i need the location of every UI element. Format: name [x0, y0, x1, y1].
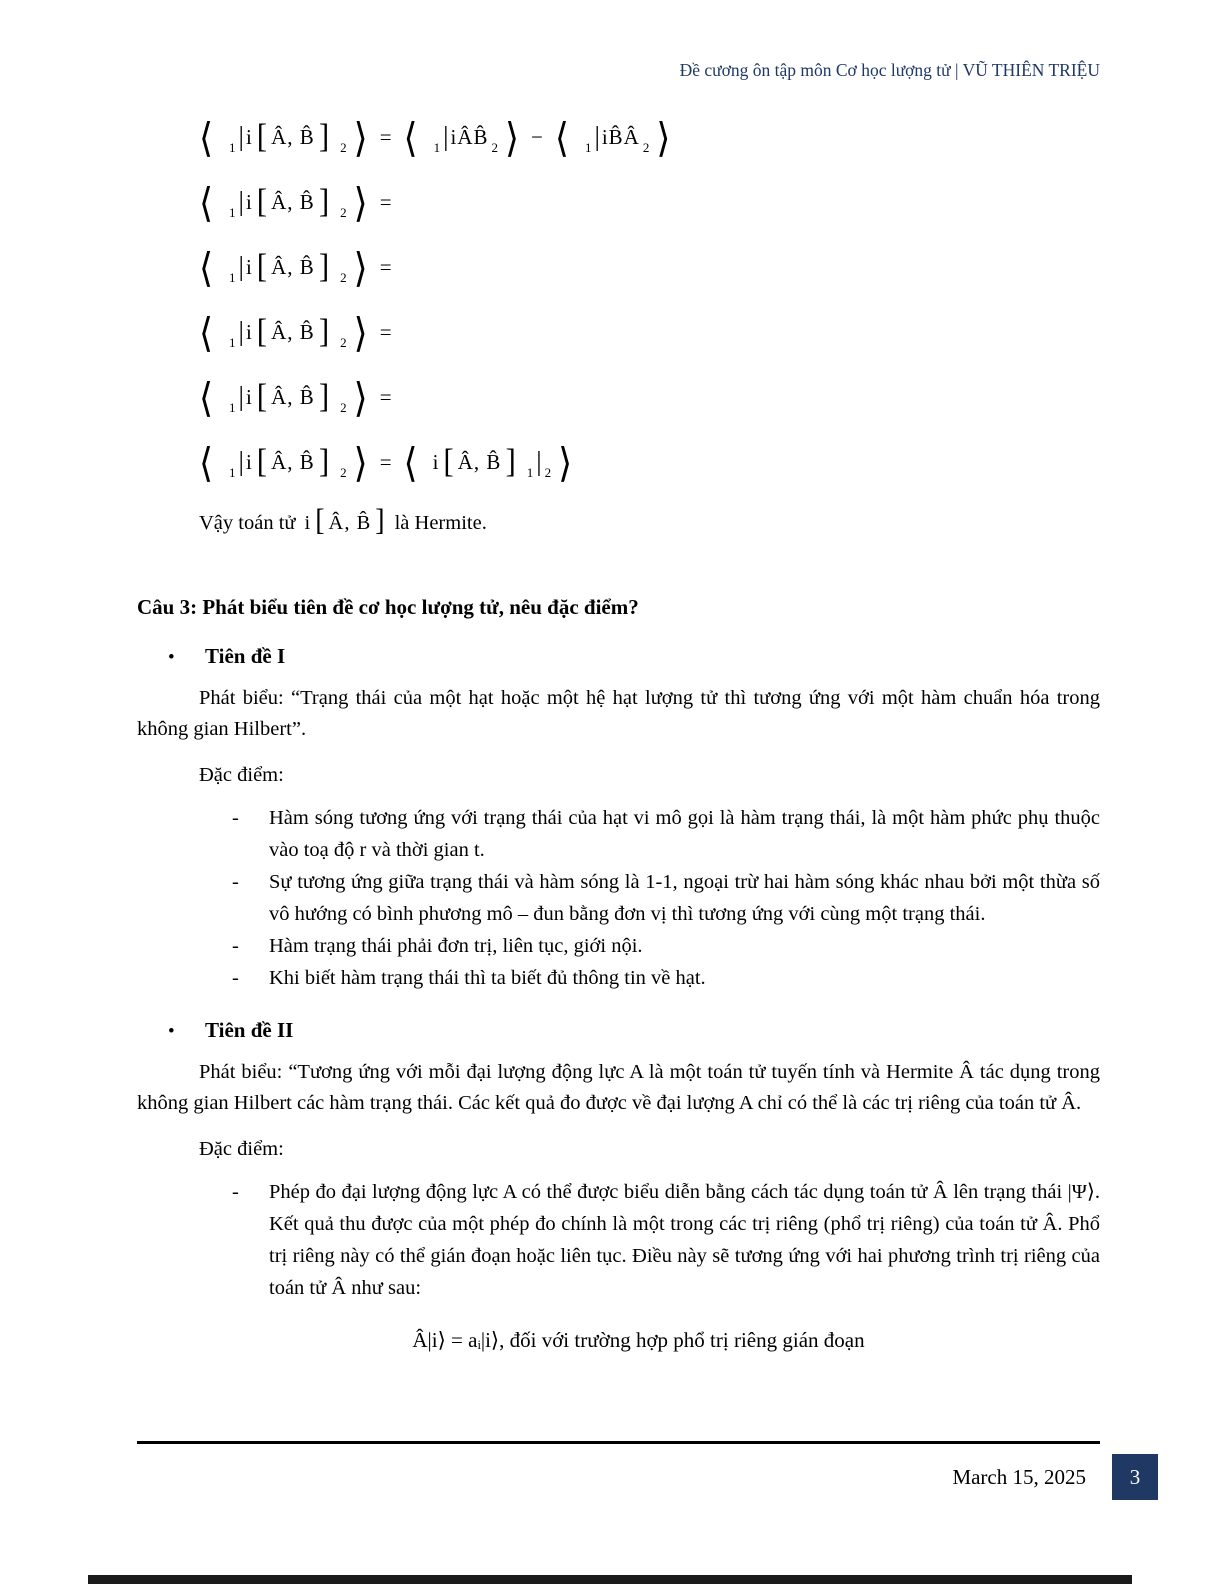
eq-bracket-open: [: [256, 311, 268, 350]
eq-ang-open: ⟨: [199, 310, 214, 355]
header-text: Đề cương ôn tập môn Cơ học lượng tử | VŨ THIÊN TRIỆU: [679, 60, 1100, 80]
eq-text: i: [304, 511, 312, 534]
eq-sub: 1: [526, 464, 534, 480]
eq-text: i: [245, 450, 253, 474]
eq-text: Â, B̂: [271, 125, 315, 149]
eq-ang-close: ⟩: [558, 440, 573, 485]
list-item-text: Hàm sóng tương ứng với trạng thái của hạt vi mô gọi là hàm trạng thái, là một hàm phức phụ thuộc vào toạ độ r và thời gian t.: [269, 807, 1100, 861]
list-item: [232, 802, 1100, 866]
eq-bar: |: [594, 121, 600, 151]
eq-bar: |: [238, 251, 244, 281]
list-item-text: Sự tương ứng giữa trạng thái và hàm sóng là 1-1, ngoại trừ hai hàm sóng khác nhau bởi một thừa số vô hướng có bình phương mô – đun bằng đơn vị thì tương ứng với cùng một trạng thái.: [269, 871, 1100, 925]
dash-bullet: -: [232, 935, 239, 957]
tien-de-1-title: Tiên đề I: [205, 644, 286, 668]
list-item: [232, 962, 1100, 994]
conclusion-line: [199, 503, 1100, 538]
eq-bracket-close: ]: [318, 181, 330, 220]
page-header: [137, 60, 1100, 81]
eq-sub: 1: [229, 269, 236, 285]
eq-text: Â, B̂: [271, 320, 315, 344]
eq-bracket-open: [: [256, 116, 268, 155]
dash-bullet: -: [232, 871, 239, 893]
tien-de-2-statement: Phát biểu: “Tương ứng với mỗi đại lượng động lực A là một toán tử tuyến tính và Hermite Â tác dụng trong không gian Hilbert các hàm trạng thái. Các kết quả đo được về đại lượng A chỉ có thể là các trị riêng của toán tử Â.: [137, 1061, 1100, 1114]
eq-text: i: [245, 125, 253, 149]
eq-text: i: [432, 450, 440, 474]
eq-sub: 1: [229, 464, 236, 480]
list-item: [232, 1176, 1100, 1304]
page-number-badge: [1112, 1454, 1158, 1500]
eq-text: Â, B̂: [271, 385, 315, 409]
eq-ang-open: ⟨: [199, 115, 214, 160]
eq-op: =: [379, 125, 392, 149]
eq-op: =: [379, 320, 392, 344]
footer-date: March 15, 2025: [952, 1464, 1086, 1489]
eq-bar: |: [238, 446, 244, 476]
list-item-text: Hàm trạng thái phải đơn trị, liên tục, giới nội.: [269, 935, 643, 957]
equation-line-2: [199, 170, 1100, 235]
equation-line-1: [199, 105, 1100, 170]
eq-op: =: [379, 255, 392, 279]
eq-bracket-close: ]: [375, 503, 385, 538]
eq-text: i: [245, 255, 253, 279]
bullet-icon: •: [168, 1021, 175, 1042]
bullet-icon: •: [168, 647, 175, 668]
section-heading: Câu 3: Phát biểu tiên đề cơ học lượng tử, nêu đặc điểm?: [137, 595, 639, 619]
eq-text: Â, B̂: [457, 450, 502, 474]
eq-sub: 2: [340, 139, 347, 155]
eq-sub: 2: [544, 464, 552, 480]
eq-sub: 1: [433, 139, 441, 155]
eq-text: i: [245, 385, 253, 409]
eq-ang-close: ⟩: [656, 115, 671, 160]
eq-sub: 2: [340, 204, 347, 220]
eq-ang-open: ⟨: [199, 180, 214, 225]
eq-text: Â, B̂: [271, 450, 315, 474]
eq-bar: |: [536, 446, 542, 476]
footer-row: [137, 1444, 1141, 1500]
list-item: [232, 866, 1100, 930]
eq-bracket-close: ]: [505, 441, 516, 480]
conclusion-suffix: là Hermite.: [394, 511, 487, 534]
dash-bullet: -: [232, 807, 239, 829]
eq-ang-close: ⟩: [353, 440, 368, 485]
eq-op: =: [379, 450, 392, 474]
eq-bar: |: [443, 121, 449, 151]
eq-text: Â, B̂: [271, 255, 315, 279]
equation-line-3: [199, 235, 1100, 300]
eq-ang-open: ⟨: [403, 115, 418, 160]
conclusion-math: [304, 503, 387, 538]
eq-bracket-open: [: [443, 441, 454, 480]
tien-de-2-list: [232, 1176, 1100, 1304]
equation-line-5: [199, 365, 1100, 430]
tien-de-1-dac-diem-label: Đặc điểm:: [199, 764, 284, 786]
eq-bracket-close: ]: [318, 311, 330, 350]
eq-sub: 2: [642, 139, 650, 155]
eq-text: i: [245, 190, 253, 214]
eq-text: Â, B̂: [328, 511, 372, 534]
eq-bracket-close: ]: [318, 376, 330, 415]
eq-bracket-open: [: [256, 376, 268, 415]
eq-bar: |: [238, 381, 244, 411]
page-number: 3: [1129, 1464, 1141, 1489]
eq-bracket-open: [: [256, 246, 268, 285]
eq-sub: 2: [340, 334, 347, 350]
equation-line-4: [199, 300, 1100, 365]
tien-de-1-statement: Phát biểu: “Trạng thái của một hạt hoặc một hệ hạt lượng tử thì tương ứng với một hàm chuẩn hóa trong không gian Hilbert”.: [137, 687, 1100, 740]
page-gap-bar: [88, 1575, 1132, 1584]
eq-bracket-close: ]: [318, 116, 330, 155]
eq-ang-open: ⟨: [199, 375, 214, 420]
eq-text: iB̂Â: [601, 125, 640, 149]
list-item-text: Phép đo đại lượng động lực A có thể được biểu diễn bằng cách tác dụng toán tử Â lên trạng thái |Ψ⟩. Kết quả thu được của một phép đo chính là một trong các trị riêng (phổ trị riêng) của toán tử Â. Phổ trị riêng này có thể gián đoạn hoặc liên tục. Điều này sẽ tương ứng với hai phương trình trị riêng của toán tử Â như sau:: [269, 1181, 1100, 1299]
eq-sub: 1: [584, 139, 592, 155]
eigenvalue-equation: Â|i⟩ = aᵢ|i⟩, đối với trường hợp phổ trị riêng gián đoạn: [412, 1328, 865, 1352]
eq-sub: 1: [229, 334, 236, 350]
eq-ang-close: ⟩: [353, 245, 368, 290]
equation-block: [199, 105, 1100, 495]
eq-sub: 2: [340, 464, 347, 480]
dash-bullet: -: [232, 1181, 239, 1203]
dash-bullet: -: [232, 967, 239, 989]
tien-de-2-dac-diem-label: Đặc điểm:: [199, 1138, 284, 1160]
page-content: [0, 60, 1225, 1353]
eq-ang-close: ⟩: [353, 115, 368, 160]
eq-sub: 1: [229, 139, 236, 155]
eq-ang-close: ⟩: [353, 180, 368, 225]
eq-bracket-open: [: [315, 503, 325, 538]
eq-bar: |: [238, 121, 244, 151]
tien-de-2-title: Tiên đề II: [205, 1018, 294, 1042]
equation-line-6: [199, 430, 1100, 495]
eq-bar: |: [238, 316, 244, 346]
eq-op: =: [379, 190, 392, 214]
eq-ang-open: ⟨: [199, 245, 214, 290]
eq-bracket-open: [: [256, 181, 268, 220]
bullet-item-tien-de-2: [168, 1018, 1100, 1043]
conclusion-prefix: Vậy toán tử: [199, 511, 296, 534]
page-footer: [137, 1441, 1141, 1500]
eq-op: −: [531, 125, 543, 149]
list-item-text: Khi biết hàm trạng thái thì ta biết đủ thông tin về hạt.: [269, 967, 706, 989]
eq-op: =: [379, 385, 392, 409]
eq-ang-close: ⟩: [505, 115, 520, 160]
eq-bracket-open: [: [256, 441, 268, 480]
bullet-item-tien-de-1: [168, 644, 1100, 669]
eq-ang-open: ⟨: [199, 440, 214, 485]
eq-ang-open: ⟨: [403, 440, 418, 485]
eq-bar: |: [238, 186, 244, 216]
eq-ang-close: ⟩: [353, 310, 368, 355]
eq-ang-open: ⟨: [554, 115, 569, 160]
tien-de-1-list: [232, 802, 1100, 994]
eq-sub: 1: [229, 399, 236, 415]
list-item: [232, 930, 1100, 962]
eq-text: iÂB̂: [450, 125, 489, 149]
eq-text: i: [245, 320, 253, 344]
eq-sub: 2: [340, 269, 347, 285]
eq-text: Â, B̂: [271, 190, 315, 214]
eq-ang-close: ⟩: [353, 375, 368, 420]
eq-bracket-close: ]: [318, 246, 330, 285]
eq-sub: 2: [491, 139, 498, 155]
eq-sub: 1: [229, 204, 236, 220]
eq-sub: 2: [340, 399, 347, 415]
eq-bracket-close: ]: [318, 441, 330, 480]
